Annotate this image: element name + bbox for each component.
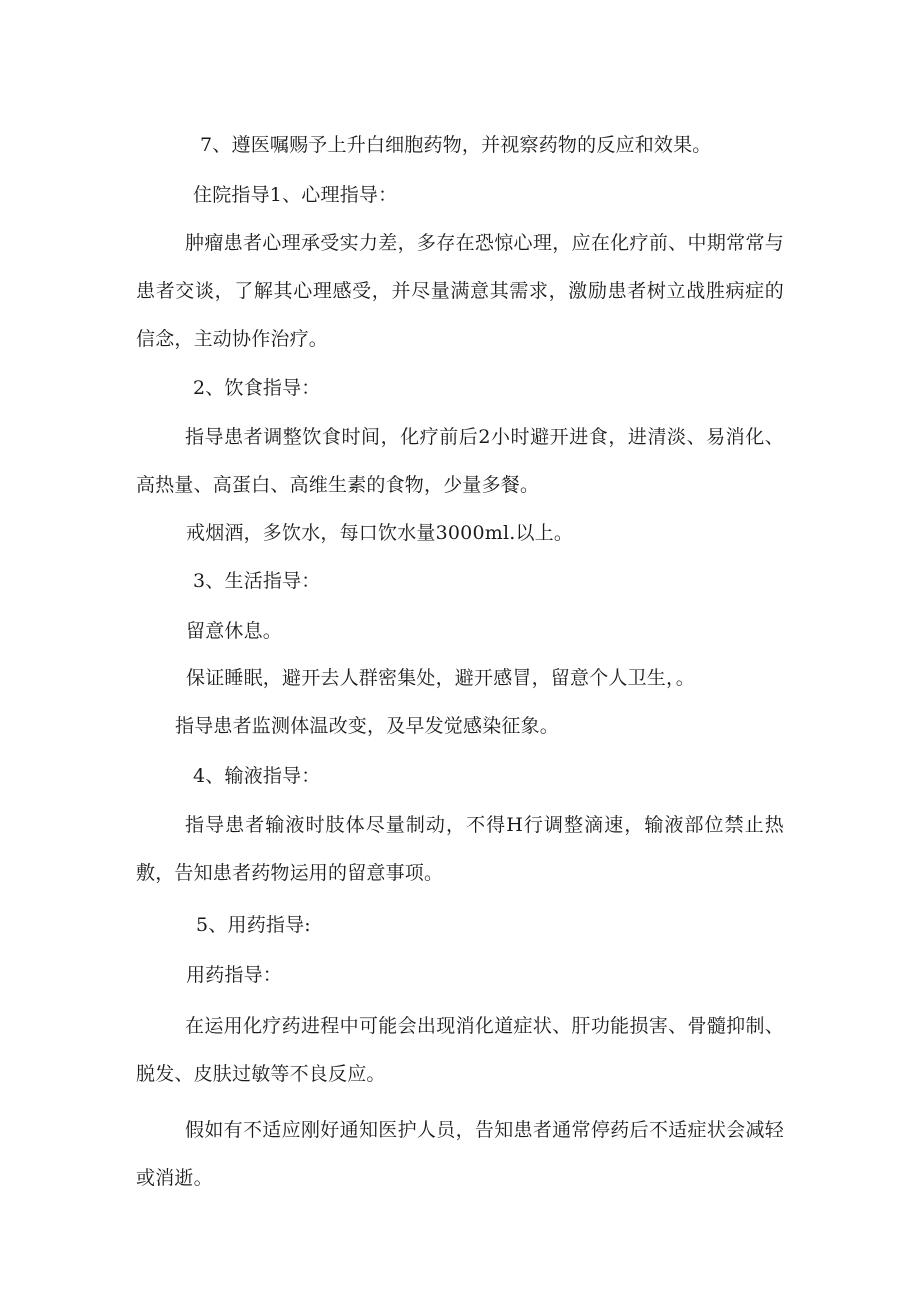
medication-discomfort-paragraph: 假如有不适应刚好通知医护人员，告知患者通常停药后不适症状会减轻或消逝。 (136, 1119, 784, 1189)
item-7-text: 7、遵医嘱赐予上升白细胞药物，并视察药物的反应和效果。 (200, 134, 712, 156)
psychological-guidance-paragraph: 肿瘤患者心理承受实力差，多存在恐惊心理，应在化疗前、中期常常与患者交谈，了解其心理感受，并尽量满意其需求，激励患者树立战胜病症的信念，主动协作治疗。 (136, 232, 784, 350)
infusion-guidance-heading: 4、输液指导： (193, 765, 321, 787)
diet-guidance-paragraph-2: 戒烟酒，多饮水，每口饮水量3000ml.以上。 (186, 522, 574, 544)
life-guidance-sleep: 保证睡眠，避开去人群密集处，避开感冒，留意个人卫生，。 (186, 667, 695, 689)
life-guidance-temperature: 指导患者监测体温改变，及早发觉感染征象。 (175, 715, 560, 737)
diet-guidance-paragraph: 指导患者调整饮食时间，化疗前后2小时避开进食，进清淡、易消化、高热量、高蛋白、高维生素的食物，少量多餐。 (136, 426, 784, 496)
medication-guidance-subheading: 用药指导： (186, 964, 283, 986)
hospital-guidance-heading: 住院指导1、心理指导： (193, 184, 398, 206)
infusion-guidance-paragraph: 指导患者输液时肢体尽量制动，不得H行调整滴速，输液部位禁止热敷，告知患者药物运用的留意事项。 (136, 814, 784, 884)
life-guidance-heading: 3、生活指导： (193, 570, 321, 592)
medication-guidance-heading: 5、用药指导: (196, 914, 311, 936)
life-guidance-rest: 留意休息。 (186, 620, 283, 642)
diet-guidance-heading: 2、饮食指导： (193, 377, 321, 399)
medication-side-effects-paragraph: 在运用化疗药进程中可能会出现消化道症状、肝功能损害、骨髓抑制、脱发、皮肤过敏等不良反应。 (136, 1015, 784, 1085)
